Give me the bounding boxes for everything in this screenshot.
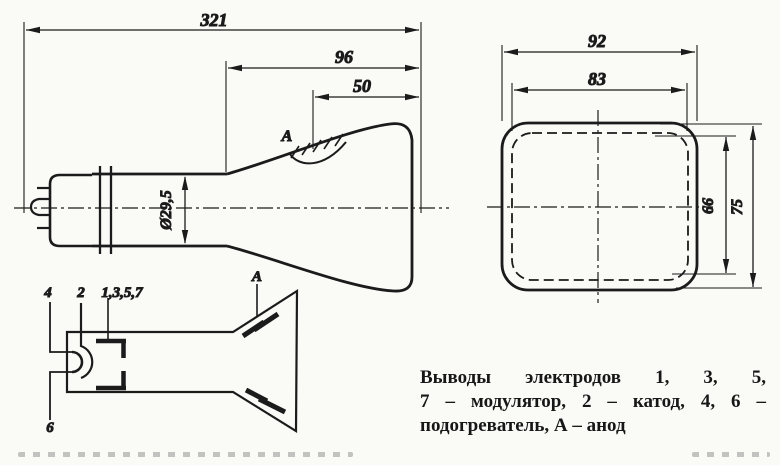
tube-base — [31, 175, 92, 246]
dim-66-label: 66 — [700, 198, 717, 214]
anode-label-schematic: А — [251, 269, 263, 285]
caption-line-3: подогреватель, А – анод — [420, 415, 626, 436]
extension-lines — [502, 45, 762, 288]
heater-lead-top — [50, 302, 72, 352]
dim-50-label: 50 — [353, 76, 371, 96]
pinout-schematic — [43, 269, 297, 436]
heater-symbol — [72, 352, 82, 372]
tube-bell — [227, 124, 412, 291]
pin-2-label: 2 — [77, 285, 85, 301]
front-view — [487, 31, 762, 303]
anode-symbol — [243, 314, 285, 412]
heater-lead-bottom — [50, 372, 72, 420]
pin-1357-label: 1,3,5,7 — [101, 285, 143, 301]
anode-label-side: А — [281, 128, 293, 145]
dim-321-label: 321 — [200, 10, 228, 30]
dim-83-label: 83 — [588, 69, 606, 89]
dimension-neck-diameter — [182, 176, 188, 244]
pin-6-label: 6 — [46, 420, 54, 436]
dimension-75 — [750, 126, 756, 287]
base-key-pin — [31, 199, 50, 215]
caption-line-1: Выводы электродов 1, 3, 5, — [420, 367, 766, 388]
dim-75-label: 75 — [729, 199, 746, 215]
dim-96-label: 96 — [335, 47, 353, 67]
cropped-text-remnant — [692, 452, 770, 457]
side-view — [14, 10, 449, 291]
electrode-caption — [420, 366, 766, 438]
modulator-symbol — [96, 341, 126, 388]
dim-neck-diameter-label: Ø29,5 — [158, 190, 175, 230]
extension-lines — [24, 22, 421, 213]
dim-92-label: 92 — [588, 31, 606, 51]
cropped-text-remnant — [18, 452, 353, 457]
caption-line-2: 7 – модулятор, 2 – катод, 4, 6 – — [420, 391, 766, 412]
cathode-symbol — [81, 303, 92, 378]
schematic-envelope — [67, 291, 297, 431]
pin-4-label: 4 — [44, 285, 52, 301]
dimension-96 — [228, 65, 419, 71]
